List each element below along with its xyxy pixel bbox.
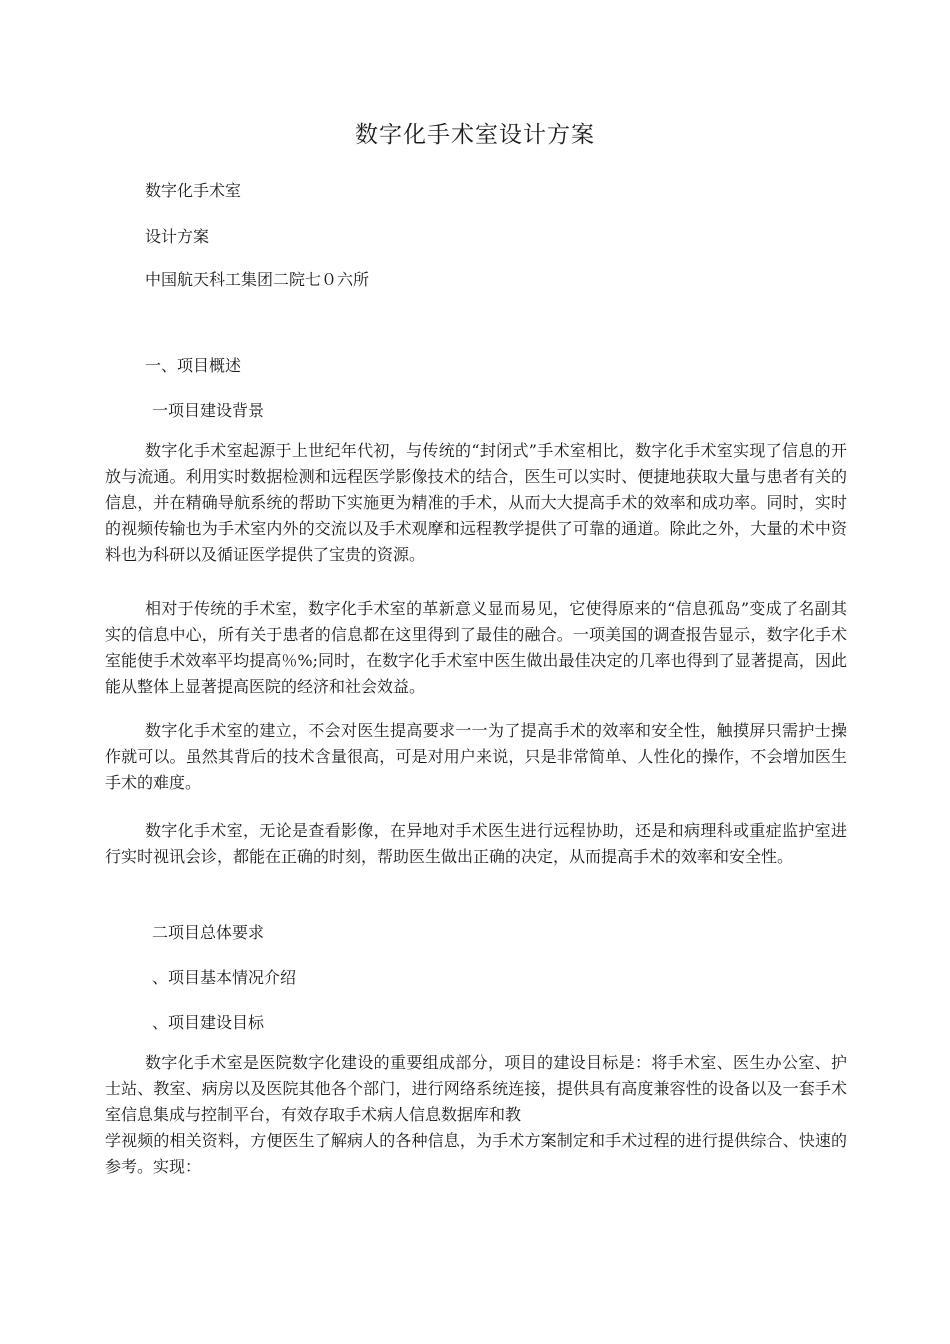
section-2-item-1: 、项目基本情况介绍 bbox=[152, 968, 297, 987]
cover-line-3: 中国航天科工集团二院七０六所 bbox=[145, 270, 370, 289]
section-2-heading: 二项目总体要求 bbox=[152, 923, 265, 942]
cover-line-2: 设计方案 bbox=[145, 227, 210, 246]
paragraph-2: 相对于传统的手术室，数字化手术室的革新意义显而易见，它使得原来的“信息孤岛”变成了名副其实的信息中心，所有关于患者的信息都在这里得到了最佳的融合。一项美国的调查报告显示，数字化手术室能使手术效率平均提高％%;同时，在数字化手术室中医生做出最佳决定的几率也得到了显著提高，因此能从整体上显著提高医院的经济和社会效益。 bbox=[105, 599, 847, 696]
paragraph-5: 数字化手术室是医院数字化建设的重要组成部分，项目的建设目标是：将手术室、医生办公室、护士站、教室、病房以及医院其他各个部门，进行网络系统连接，提供具有高度兼容性的设备以及一套手术室信息集成与控制平台，有效存取手术病人信息数据库和教 bbox=[105, 1053, 847, 1124]
cover-line-1: 数字化手术室 bbox=[145, 181, 242, 200]
paragraph-1: 数字化手术室起源于上世纪年代初，与传统的“封闭式”手术室相比，数字化手术室实现了信息的开放与流通。利用实时数据检测和远程医学影像技术的结合，医生可以实时、便捷地获取大量与患者有关的信息，并在精确导航系统的帮助下实施更为精准的手术，从而大大提高手术的效率和成功率。同时，实时的视频传输也为手术室内外的交流以及手术观摩和远程教学提供了可靠的通道。除此之外，大量的术中资料也为科研以及循证医学提供了宝贵的资源。 bbox=[105, 441, 847, 564]
paragraph-3: 数字化手术室的建立，不会对医生提高要求一一为了提高手术的效率和安全性，触摸屏只需护士操作就可以。虽然其背后的技术含量很高，可是对用户来说，只是非常简单、人性化的操作，不会增加医生手术的难度。 bbox=[105, 721, 847, 792]
paragraph-6: 学视频的相关资料，方便医生了解病人的各种信息，为手术方案制定和手术过程的进行提供综合、快速的参考。实现： bbox=[105, 1131, 847, 1176]
paragraph-4: 数字化手术室，无论是查看影像，在异地对手术医生进行远程协助，还是和病理科或重症监护室进行实时视讯会诊，都能在正确的时刻，帮助医生做出正确的决定，从而提高手术的效率和安全性。 bbox=[105, 821, 847, 866]
section-1-subheading: 一项目建设背景 bbox=[152, 401, 265, 420]
section-1-heading: 一、项目概述 bbox=[145, 356, 242, 375]
section-2-item-2: 、项目建设目标 bbox=[152, 1013, 265, 1032]
document-title: 数字化手术室设计方案 bbox=[355, 122, 595, 148]
